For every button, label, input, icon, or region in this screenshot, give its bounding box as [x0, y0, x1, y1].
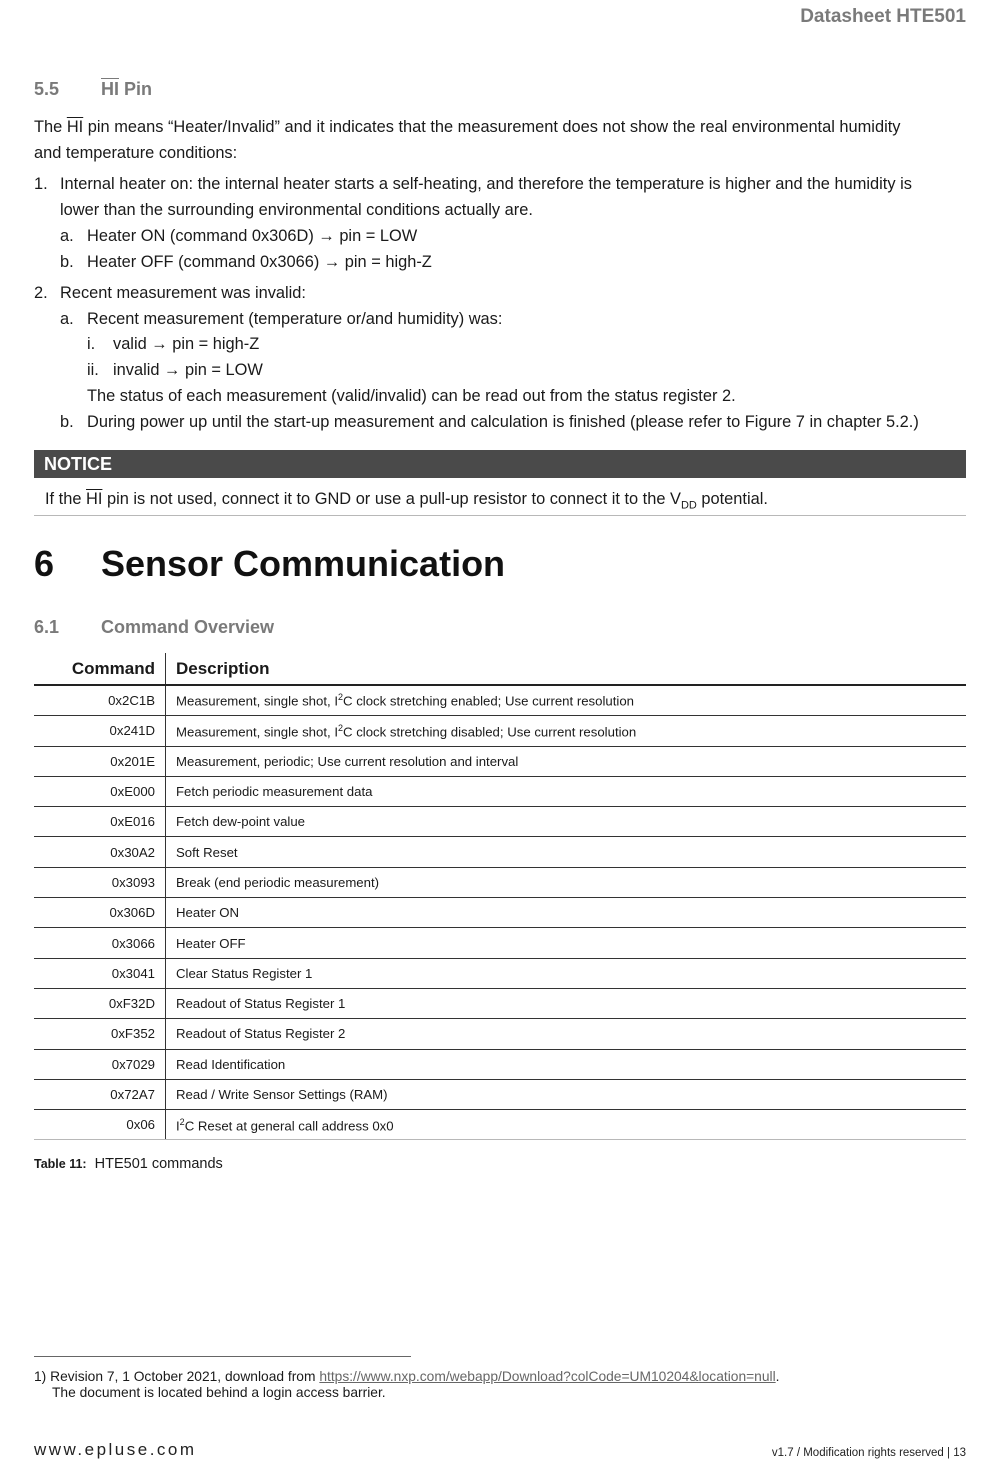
command-cell: 0x7029 — [34, 1049, 166, 1079]
footer-page-info: v1.7 / Modification rights reserved | 13 — [771, 1447, 966, 1459]
description-cell — [166, 988, 967, 1018]
document-header-title: Datasheet HTE501 — [800, 6, 966, 27]
notice-text — [45, 486, 768, 518]
hi-overline-text: $\overline{HI}$ — [101, 79, 119, 99]
table-row — [34, 1110, 966, 1140]
description-cell — [166, 1049, 967, 1079]
description-text: Fetch periodic measurement data — [176, 784, 373, 800]
i2c-prefix: I — [176, 1118, 180, 1133]
command-cell: 0x72A7 — [34, 1079, 166, 1109]
description-cell — [166, 807, 967, 837]
command-cell: 0x241D — [34, 716, 166, 746]
description-text: C clock stretching disabled; Use current resolution — [343, 724, 637, 740]
list-marker-1: 1. — [34, 175, 48, 193]
description-text: Readout of Status Register 1 — [176, 996, 346, 1012]
list-item-2a: Recent measurement (temperature or/and humidity) was: — [87, 310, 503, 328]
table-row — [34, 716, 966, 746]
footnote-marker: 1) — [34, 1369, 47, 1384]
description-cell — [166, 1110, 967, 1140]
footnote-text-after: . — [775, 1369, 780, 1384]
i2c-superscript: 2 — [338, 722, 344, 733]
notice-text-after: potential. — [696, 490, 768, 508]
description-text: Fetch dew-point value — [176, 814, 306, 830]
command-cell: 0x30A2 — [34, 837, 166, 867]
command-cell: 0x06 — [34, 1110, 166, 1140]
footnote-text-before: Revision 7, 1 October 2021, download from — [46, 1369, 320, 1384]
table-row — [34, 988, 966, 1018]
list-marker-2b: b. — [60, 413, 74, 431]
list-item-1 — [60, 171, 966, 223]
list-marker-2a: a. — [60, 310, 74, 328]
list-item-2b: During power up until the start-up measurement and calculation is finished (please refer to Figure 7 in chapter 5.2.) — [87, 413, 919, 431]
notice-text-middle: pin is not used, connect it to GND or use a pull-up resistor to connect it to the V — [102, 490, 681, 508]
description-cell — [166, 1079, 967, 1109]
section-5-5-intro — [34, 114, 964, 166]
description-text: Clear Status Register 1 — [176, 965, 313, 981]
i2c-prefix: I — [334, 693, 338, 709]
list-marker-1b: b. — [60, 253, 74, 271]
table-row — [34, 746, 966, 776]
command-cell: 0x3066 — [34, 928, 166, 958]
description-cell — [166, 685, 967, 716]
list-item-1a: Heater ON (command 0x306D) → pin = LOW — [87, 227, 418, 245]
description-prefix: Measurement, single shot, — [176, 693, 335, 709]
table-row — [34, 928, 966, 958]
footnote-line2: The document is located behind a login access barrier. — [52, 1384, 386, 1400]
description-text: Read / Write Sensor Settings (RAM) — [176, 1087, 388, 1102]
table-caption-label: Table 11: — [34, 1157, 87, 1171]
command-cell: 0xE016 — [34, 807, 166, 837]
list-marker-2a-i: i. — [87, 335, 96, 353]
table-caption — [34, 1156, 223, 1172]
footer-website[interactable]: www.epluse.com — [34, 1440, 197, 1459]
vdd-subscript: DD — [680, 499, 697, 512]
list-item-2a-i: valid → pin = high-Z — [113, 335, 260, 353]
command-cell: 0x2C1B — [34, 685, 166, 716]
description-cell — [166, 837, 967, 867]
notice-header: NOTICE — [34, 450, 966, 478]
table-row — [34, 1019, 966, 1049]
list-item-1-line2: lower than the surrounding environmental conditions actually are. — [60, 201, 533, 219]
table-row — [34, 807, 966, 837]
table-row — [34, 898, 966, 928]
table-header-row — [34, 653, 966, 685]
table-caption-text: HTE501 commands — [94, 1156, 223, 1172]
table-row — [34, 685, 966, 716]
intro-line2: and temperature conditions: — [34, 144, 238, 162]
column-header-command: Command — [34, 653, 166, 685]
notice-bottom-rule — [34, 515, 966, 516]
i2c-superscript: 2 — [338, 692, 344, 703]
status-register-note: The status of each measurement (valid/invalid) can be read out from the status register 2. — [87, 387, 736, 405]
list-item-1-line1: Internal heater on: the internal heater starts a self-heating, and therefore the temperature is higher and the humidity is — [60, 175, 912, 193]
command-cell: 0x306D — [34, 898, 166, 928]
footnote-link[interactable]: https://www.nxp.com/webapp/Download?colCode=UM10204&location=null — [319, 1369, 776, 1384]
command-table — [34, 653, 966, 1140]
description-text: Break (end periodic measurement) — [176, 874, 380, 890]
command-table-body — [34, 685, 966, 1140]
table-row — [34, 1049, 966, 1079]
section-6-1-number: 6.1 — [34, 617, 60, 637]
command-cell: 0x3041 — [34, 958, 166, 988]
intro-before: The — [34, 118, 67, 136]
hi-overline-text: $\overline{HI}$ — [86, 490, 103, 508]
description-text: Heater ON — [176, 905, 240, 921]
command-cell: 0x3093 — [34, 867, 166, 897]
command-cell: 0x201E — [34, 746, 166, 776]
intro-line1-rest: pin means “Heater/Invalid” and it indicates that the measurement does not show the real environmental humidity — [83, 118, 901, 136]
column-header-description: Description — [166, 653, 967, 685]
command-cell: 0xF352 — [34, 1019, 166, 1049]
description-text: Readout of Status Register 2 — [176, 1026, 346, 1042]
list-marker-1a: a. — [60, 227, 74, 245]
hi-overline-text: $\overline{HI}$ — [66, 118, 84, 136]
description-text: Soft Reset — [176, 844, 238, 860]
section-6-1-title: Command Overview — [101, 617, 275, 637]
command-cell: 0xF32D — [34, 988, 166, 1018]
description-cell — [166, 898, 967, 928]
description-text: Read Identification — [176, 1056, 286, 1072]
notice-text-before: If the — [45, 490, 87, 508]
description-cell — [166, 716, 967, 746]
list-item-2a-ii: invalid → pin = LOW — [113, 361, 263, 379]
description-cell — [166, 958, 967, 988]
section-5-5-title — [101, 79, 152, 100]
section-5-5-number: 5.5 — [34, 79, 60, 99]
description-cell — [166, 776, 967, 806]
description-prefix: Measurement, single shot, — [176, 724, 335, 740]
i2c-prefix: I — [334, 724, 338, 740]
table-row — [34, 1079, 966, 1109]
chapter-6-title: Sensor Communication — [101, 543, 506, 584]
description-text: C Reset at general call address 0x0 — [184, 1118, 394, 1133]
description-cell — [166, 867, 967, 897]
chapter-6-number: 6 — [34, 543, 55, 584]
command-cell: 0xE000 — [34, 776, 166, 806]
description-text: Heater OFF — [176, 935, 246, 951]
description-text: Measurement, periodic; Use current resolution and interval — [176, 753, 519, 769]
table-row — [34, 867, 966, 897]
description-cell — [166, 1019, 967, 1049]
table-row — [34, 776, 966, 806]
table-row — [34, 837, 966, 867]
table-row — [34, 958, 966, 988]
list-marker-2: 2. — [34, 284, 48, 302]
footnote-separator — [34, 1356, 411, 1357]
description-cell — [166, 928, 967, 958]
section-5-5-title-rest: Pin — [119, 79, 153, 99]
list-item-1b: Heater OFF (command 0x3066) → pin = high-Z — [87, 253, 432, 271]
footnote — [34, 1369, 780, 1400]
i2c-superscript: 2 — [179, 1116, 185, 1127]
description-text: C clock stretching enabled; Use current resolution — [343, 693, 635, 709]
list-item-2: Recent measurement was invalid: — [60, 284, 306, 302]
description-cell — [166, 746, 967, 776]
list-marker-2a-ii: ii. — [87, 361, 99, 379]
